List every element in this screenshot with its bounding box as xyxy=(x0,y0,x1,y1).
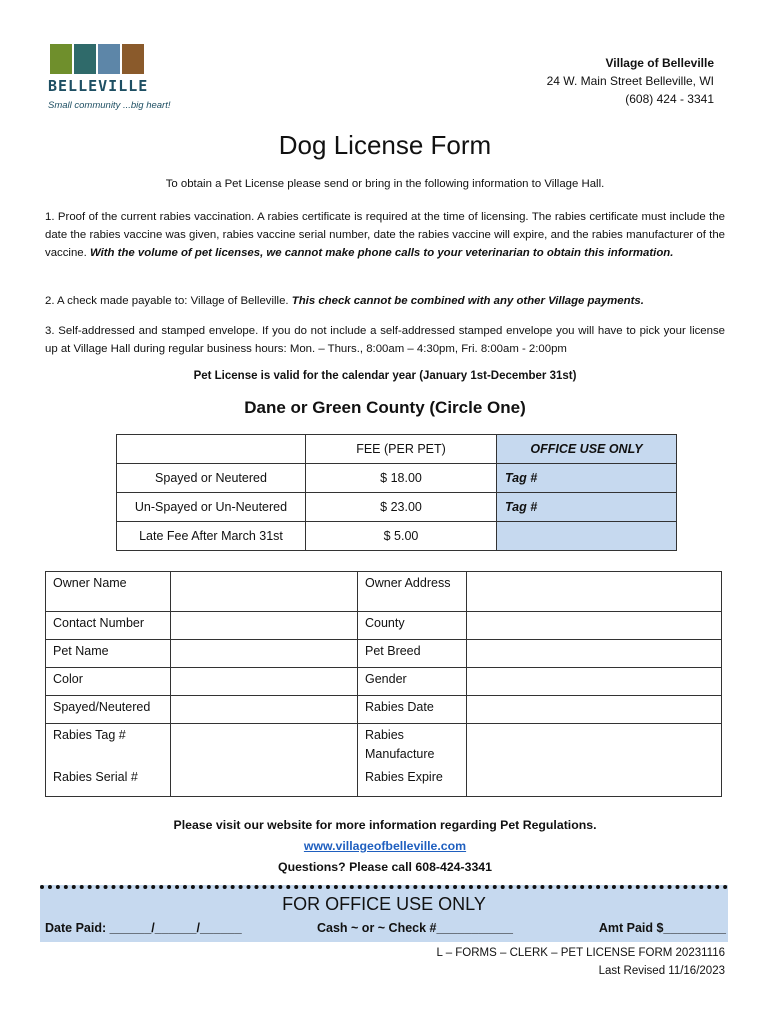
payment-method-field[interactable]: Cash ~ or ~ Check #___________ xyxy=(317,921,513,935)
fee-table-header xyxy=(117,435,677,464)
owner-name-label: Owner Name xyxy=(46,572,171,612)
website-info xyxy=(0,815,770,878)
requirement-2 xyxy=(45,292,725,310)
owner-row xyxy=(46,766,722,796)
village-address: 24 W. Main Street Belleville, WI xyxy=(546,74,714,88)
county-field[interactable] xyxy=(467,612,722,640)
page-title: Dog License Form xyxy=(278,130,492,160)
owner-name-field[interactable] xyxy=(171,572,358,612)
office-use-title: FOR OFFICE USE ONLY xyxy=(282,894,486,914)
rabies-date-label: Rabies Date xyxy=(358,696,467,724)
color-label: Color xyxy=(46,668,171,696)
office-use-section xyxy=(40,885,728,942)
logo-bicycle-tile xyxy=(122,44,144,74)
fee-row-office-field[interactable]: Tag # xyxy=(497,493,677,522)
logo-tagline: Small community ...big heart! xyxy=(48,100,171,111)
fee-row xyxy=(117,464,677,493)
village-logo xyxy=(46,44,171,120)
requirement-1-text: 1. Proof of the current rabies vaccination. A rabies certificate is required at the time of licensing. The rabies certificate must include the date the rabies vaccine was given, rabies vaccine serial number, date the rabies vaccine will expire, and the rabies manufacturer of the vaccine. xyxy=(45,211,725,259)
county-heading: Dane or Green County (Circle One) xyxy=(244,398,526,417)
rabies-expire-field[interactable] xyxy=(467,766,722,796)
pet-breed-label: Pet Breed xyxy=(358,640,467,668)
validity-note: Pet License is valid for the calendar year (January 1st-December 31st) xyxy=(193,370,577,382)
rabies-date-field[interactable] xyxy=(467,696,722,724)
rabies-serial-label: Rabies Serial # xyxy=(46,766,171,796)
requirement-1-emphasis: With the volume of pet licenses, we cannot make phone calls to your veterinarian to obtain this information. xyxy=(89,247,674,259)
logo-tiles xyxy=(50,44,150,74)
requirement-2-text: 2. A check made payable to: Village of Belleville. xyxy=(45,295,292,307)
rabies-manufacture-label xyxy=(358,724,467,767)
owner-row xyxy=(46,572,722,612)
fee-table xyxy=(116,434,677,551)
requirement-3: 3. Self-addressed and stamped envelope. If you do not include a self-addressed stamped envelope you will have to pick your license up at Village Hall during regular business hours: Mon. – Thurs., 8:00am – 4:30pm, Fri. 8:00am - 2:00pm xyxy=(45,325,725,355)
owner-address-field[interactable] xyxy=(467,572,722,612)
owner-address-label: Owner Address xyxy=(358,572,467,612)
spayed-neutered-field[interactable] xyxy=(171,696,358,724)
intro-text: To obtain a Pet License please send or bring in the following information to Village Hall. xyxy=(165,178,605,190)
fee-row xyxy=(117,493,677,522)
office-use-header: OFFICE USE ONLY xyxy=(497,435,677,464)
contact-number-label: Contact Number xyxy=(46,612,171,640)
website-info-text: Please visit our website for more information regarding Pet Regulations. xyxy=(173,818,597,832)
requirement-1 xyxy=(45,208,725,262)
color-field[interactable] xyxy=(171,668,358,696)
rabies-manufacture-line-2: Manufacture xyxy=(365,747,435,761)
amount-paid-field[interactable]: Amt Paid $_________ xyxy=(598,921,726,935)
fee-row-label: Spayed or Neutered xyxy=(117,464,306,493)
rabies-tag-field[interactable] xyxy=(171,724,358,767)
gender-field[interactable] xyxy=(467,668,722,696)
village-contact-block xyxy=(547,54,714,108)
fee-row-office-field[interactable] xyxy=(497,522,677,551)
pet-name-field[interactable] xyxy=(171,640,358,668)
county-label: County xyxy=(358,612,467,640)
last-revised: Last Revised 11/16/2023 xyxy=(598,965,725,977)
rabies-manufacture-field[interactable] xyxy=(467,724,722,767)
fee-header: FEE (PER PET) xyxy=(306,435,497,464)
pet-name-label: Pet Name xyxy=(46,640,171,668)
form-id: L – FORMS – CLERK – PET LICENSE FORM 20231116 xyxy=(436,947,725,959)
rabies-tag-label: Rabies Tag # xyxy=(46,724,171,767)
owner-row xyxy=(46,668,722,696)
requirement-2-emphasis: This check cannot be combined with any other Village payments. xyxy=(291,295,644,307)
owner-row xyxy=(46,612,722,640)
logo-wordmark: BELLEVILLE xyxy=(48,77,149,95)
spayed-neutered-label: Spayed/Neutered xyxy=(46,696,171,724)
form-footer xyxy=(437,944,725,980)
pet-breed-field[interactable] xyxy=(467,640,722,668)
owner-row xyxy=(46,696,722,724)
fee-row-office-field[interactable]: Tag # xyxy=(497,464,677,493)
owner-row xyxy=(46,640,722,668)
fee-row-amount: $ 18.00 xyxy=(306,464,497,493)
questions-phone: Questions? Please call 608-424-3341 xyxy=(278,860,492,874)
owner-row xyxy=(46,724,722,767)
website-link[interactable]: www.villageofbelleville.com xyxy=(303,839,467,853)
rabies-manufacture-line-1: Rabies xyxy=(365,728,404,742)
fee-row xyxy=(117,522,677,551)
logo-plant-tile xyxy=(74,44,96,74)
village-phone: (608) 424 - 3341 xyxy=(625,92,714,106)
fee-header-blank xyxy=(117,435,306,464)
logo-water-tile xyxy=(98,44,120,74)
fee-row-amount: $ 23.00 xyxy=(306,493,497,522)
gender-label: Gender xyxy=(358,668,467,696)
owner-info-table xyxy=(45,571,722,797)
rabies-expire-label: Rabies Expire xyxy=(358,766,467,796)
logo-leaf-tile xyxy=(50,44,72,74)
fee-row-amount: $ 5.00 xyxy=(306,522,497,551)
rabies-serial-field[interactable] xyxy=(171,766,358,796)
fee-row-label: Late Fee After March 31st xyxy=(117,522,306,551)
date-paid-field[interactable]: Date Paid: ______/______/______ xyxy=(45,921,242,935)
contact-number-field[interactable] xyxy=(171,612,358,640)
fee-row-label: Un-Spayed or Un-Neutered xyxy=(117,493,306,522)
village-name: Village of Belleville xyxy=(605,56,714,70)
